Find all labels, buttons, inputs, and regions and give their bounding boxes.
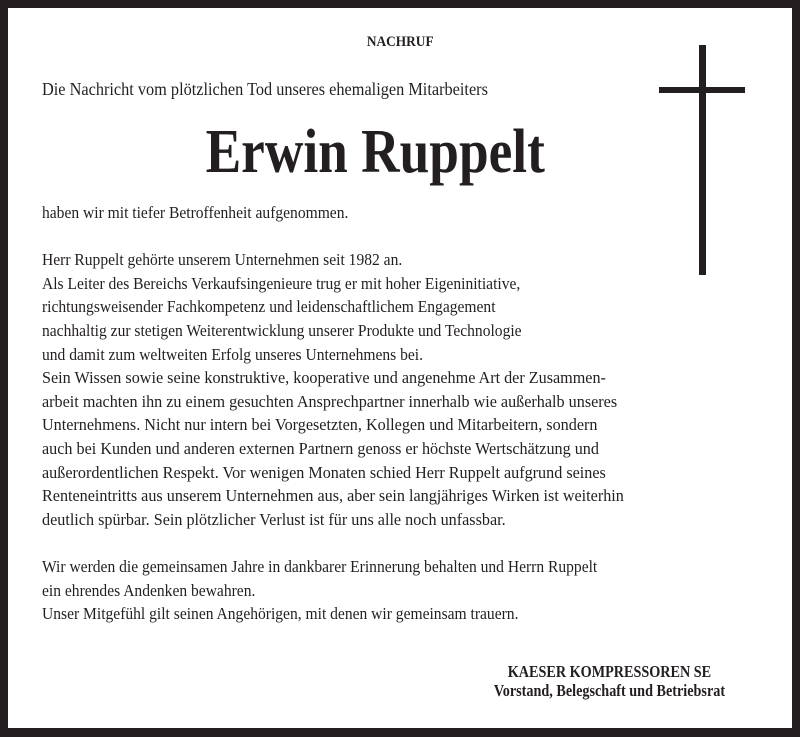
body-line: auch bei Kunden und anderen externen Partnern genoss er höchste Wertschätzung und: [42, 438, 599, 458]
obituary-notice: [8, 8, 792, 728]
body-line: nachhaltig zur stetigen Weiterentwicklung unserer Produkte und Technologie: [42, 320, 522, 340]
deceased-name: [8, 116, 742, 188]
body-line: ein ehrendes Andenken bewahren.: [42, 580, 256, 600]
body-line: außerordentlichen Respekt. Vor wenigen Monaten schied Herr Ruppelt aufgrund seines: [42, 462, 606, 482]
signatory-group: Vorstand, Belegschaft und Betriebsrat: [493, 681, 726, 700]
company-name: KAESER KOMPRESSOREN SE: [507, 662, 712, 681]
deceased-name-text: Erwin Ruppelt: [205, 118, 545, 186]
obituary-body: [42, 201, 661, 626]
body-line: Renteneintritts aus unserem Unternehmen aus, aber sein langjähriges Wirken ist weiterhin: [42, 486, 624, 506]
body-line: Unser Mitgefühl gilt seinen Angehörigen, mit denen wir gemeinsam trauern.: [42, 604, 519, 624]
paragraph-gap: [42, 225, 661, 249]
cross-icon: [699, 45, 706, 275]
notice-heading: [8, 34, 792, 51]
signature-block: [475, 662, 744, 700]
body-line: Sein Wissen sowie seine konstruktive, kooperative und angenehme Art der Zusammen-: [42, 368, 606, 388]
body-line: richtungsweisender Fachkompetenz und leidenschaftlichem Engagement: [42, 297, 496, 317]
heading-text: NACHRUF: [366, 34, 434, 50]
body-line: Unternehmens. Nicht nur intern bei Vorgesetzten, Kollegen und Mitarbeitern, sondern: [42, 415, 598, 435]
body-line: Als Leiter des Bereichs Verkaufsingenieure trug er mit hoher Eigeninitiative,: [42, 273, 521, 293]
paragraph-gap: [42, 531, 661, 555]
body-line: Wir werden die gemeinsamen Jahre in dankbarer Erinnerung behalten und Herrn Ruppelt: [42, 556, 598, 576]
intro-line: Die Nachricht vom plötzlichen Tod unseres ehemaligen Mitarbeiters: [42, 79, 488, 99]
body-line: haben wir mit tiefer Betroffenheit aufgenommen.: [42, 203, 349, 222]
body-line: arbeit machten ihn zu einem gesuchten Ansprechpartner innerhalb wie außerhalb unseres: [42, 391, 618, 411]
body-line: deutlich spürbar. Sein plötzlicher Verlust ist für uns alle noch unfassbar.: [42, 509, 506, 529]
cross-icon-crossbar: [659, 87, 745, 93]
body-line: Herr Ruppelt gehörte unserem Unternehmen seit 1982 an.: [42, 250, 403, 270]
body-line: und damit zum weltweiten Erfolg unseres Unternehmens bei.: [42, 344, 423, 364]
